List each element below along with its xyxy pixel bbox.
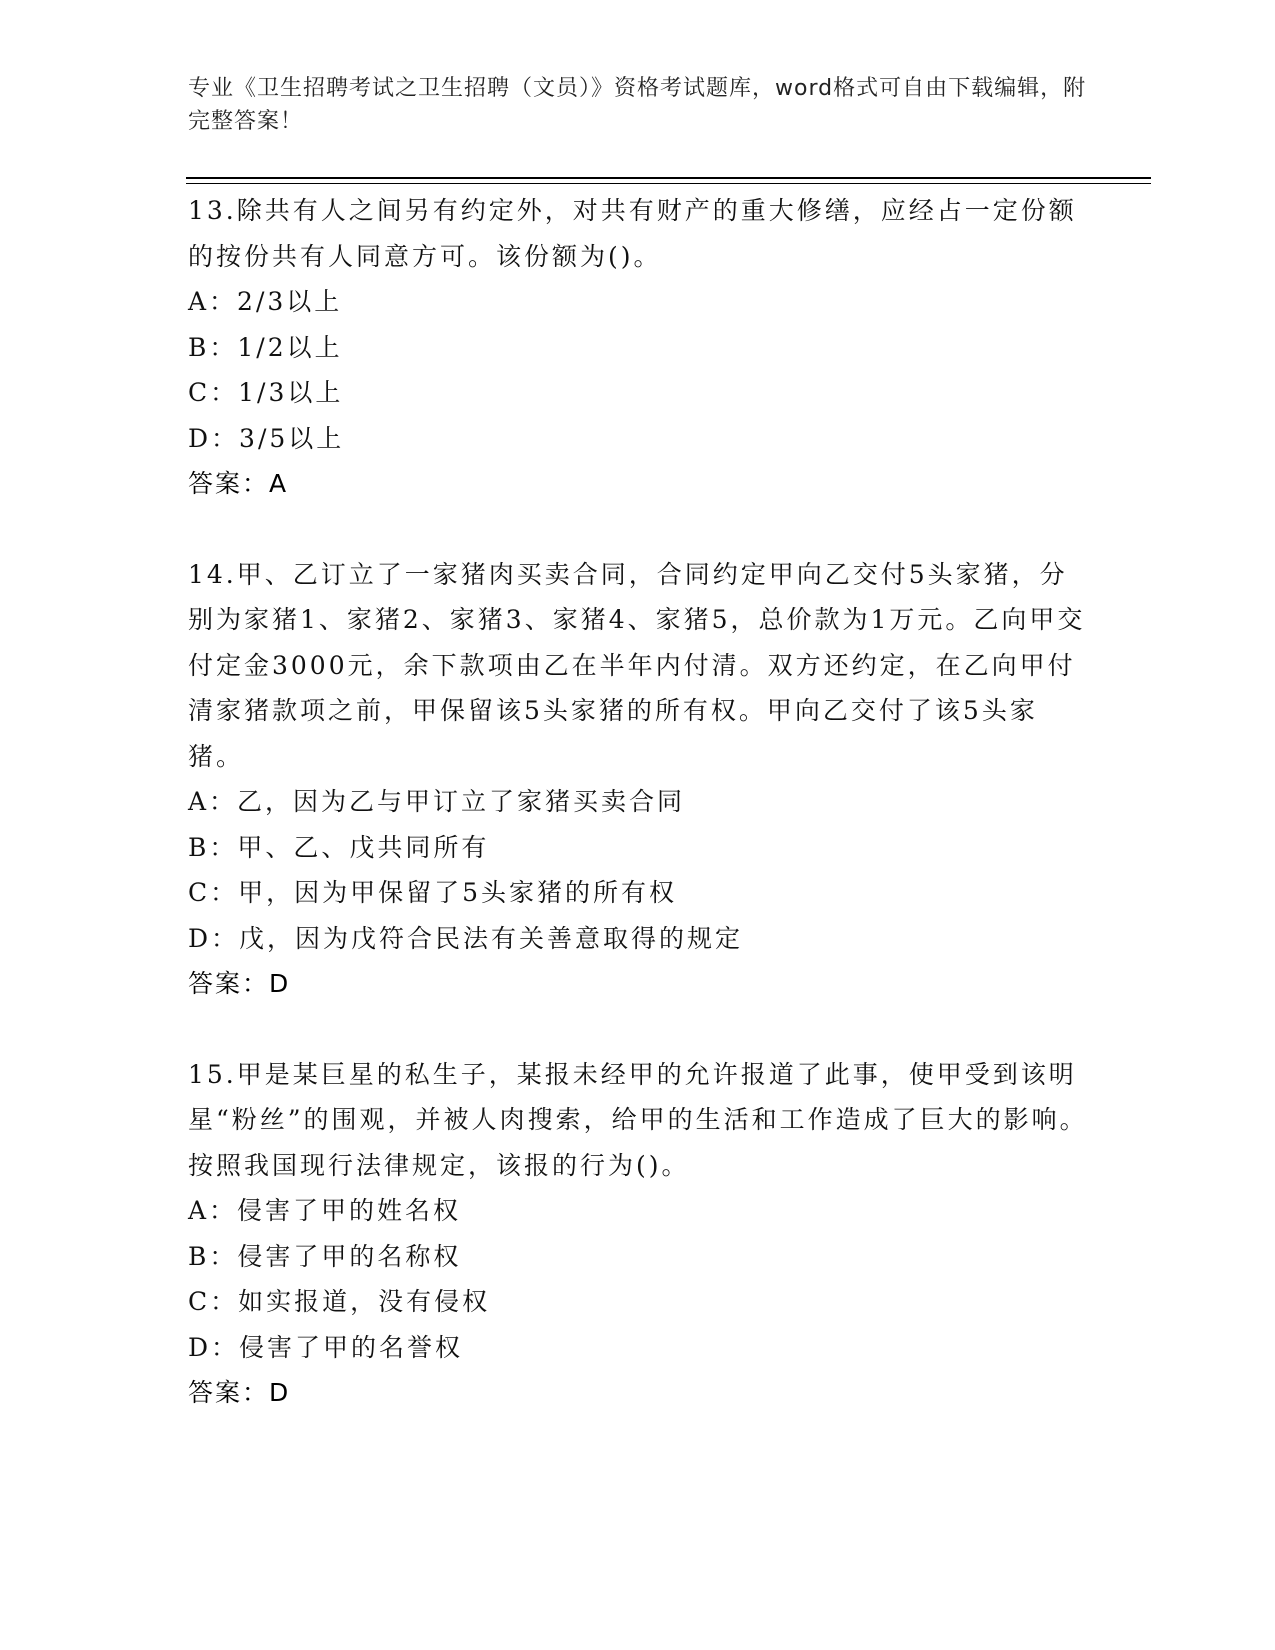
option-c: C：甲，因为甲保留了5头家猪的所有权 (188, 878, 678, 907)
document-header: 专业《卫生招聘考试之卫生招聘（文员）》资格考试题库，word格式可自由下载编辑，附完整答案！ (188, 76, 1087, 134)
question-spacer (188, 507, 1088, 552)
question-stem: 15.甲是某巨星的私生子，某报未经甲的允许报道了此事，使甲受到该明星“粉丝”的围观，并被人肉搜索，给甲的生活和工作造成了巨大的影响。按照我国现行法律规定，该报的行为()。 (188, 1059, 1088, 1180)
option-b: B：1/2以上 (188, 332, 343, 362)
answer-line: 答案：A (188, 469, 289, 498)
option-d: D：3/5以上 (188, 423, 345, 453)
answer-line: 答案：D (188, 1378, 291, 1407)
option-c: C：如实报道，没有侵权 (188, 1287, 491, 1316)
header-divider-thick (186, 177, 1151, 179)
option-d: D：侵害了甲的名誉权 (188, 1332, 464, 1362)
question-13 (188, 188, 1088, 507)
question-stem: 14.甲、乙订立了一家猪肉买卖合同，合同约定甲向乙交付5头家猪，分别为家猪1、家猪2、家猪3、家猪4、家猪5，总价款为1万元。乙向甲交付定金3000元，余下款项由乙在半年内付清。双方还约定，在乙向甲付清家猪款项之前，甲保留该5头家猪的所有权。甲向乙交付了该5头家猪。 (188, 559, 1086, 771)
question-stem: 13.除共有人之间另有约定外，对共有财产的重大修缮，应经占一定份额的按份共有人同意方可。该份额为()。 (188, 196, 1077, 271)
option-b: B：侵害了甲的名称权 (188, 1241, 462, 1271)
option-c: C：1/3以上 (188, 378, 344, 407)
option-a: A：侵害了甲的姓名权 (188, 1196, 462, 1225)
option-b: B：甲、乙、戊共同所有 (188, 832, 490, 862)
option-a: A：乙，因为乙与甲订立了家猪买卖合同 (188, 787, 686, 816)
question-list (188, 188, 1088, 1416)
header-divider-thin (186, 183, 1151, 184)
answer-line: 答案：D (188, 969, 291, 998)
question-15 (188, 1052, 1088, 1416)
option-d: D：戊，因为戊符合民法有关善意取得的规定 (188, 923, 744, 953)
option-a: A：2/3以上 (188, 287, 343, 316)
question-spacer (188, 1007, 1088, 1052)
question-14 (188, 552, 1088, 1007)
